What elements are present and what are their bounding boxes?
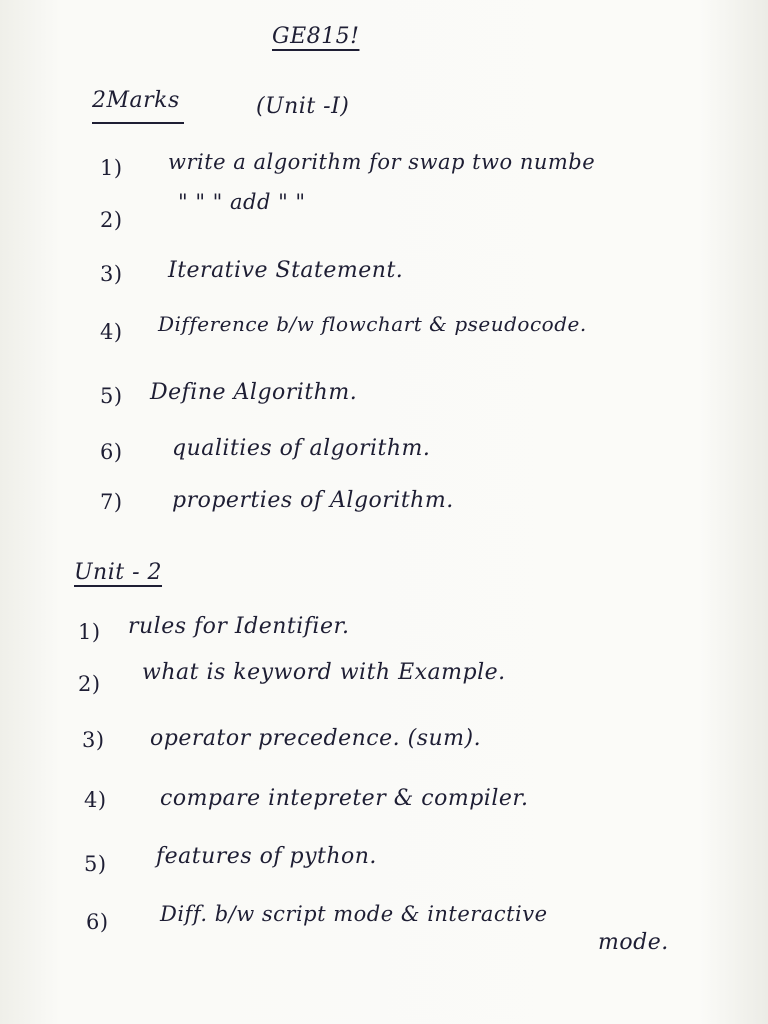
item-number: 5) xyxy=(84,852,107,876)
item-text: Diff. b/w script mode & interactive xyxy=(160,902,548,926)
item-number: 6) xyxy=(86,910,109,934)
item-number: 6) xyxy=(100,440,123,464)
item-text-continued: mode. xyxy=(598,930,669,955)
section1-title-underline xyxy=(92,122,184,124)
item-text: write a algorithm for swap two numbe xyxy=(168,150,596,174)
item-text: Difference b/w flowchart & pseudocode. xyxy=(158,312,587,336)
section1-subtitle: (Unit -I) xyxy=(256,94,350,119)
item-text: compare intepreter & compiler. xyxy=(160,786,529,811)
item-number: 2) xyxy=(78,672,101,696)
section2-title: Unit - 2 xyxy=(74,560,163,585)
section1-title: 2Marks xyxy=(92,88,180,113)
item-text: Iterative Statement. xyxy=(168,258,404,283)
item-number: 7) xyxy=(100,490,123,514)
item-text: what is keyword with Example. xyxy=(142,660,506,685)
item-number: 4) xyxy=(100,320,123,344)
item-number: 2) xyxy=(100,208,123,232)
item-number: 4) xyxy=(84,788,107,812)
item-number: 3) xyxy=(82,728,105,752)
item-text: rules for Identifier. xyxy=(128,614,350,639)
item-number: 5) xyxy=(100,384,123,408)
item-text: properties of Algorithm. xyxy=(172,488,454,513)
item-number: 1) xyxy=(100,156,123,180)
item-text: qualities of algorithm. xyxy=(172,436,431,461)
item-text: Define Algorithm. xyxy=(150,380,358,405)
page-header-code: GE815! xyxy=(272,24,360,49)
item-number: 1) xyxy=(78,620,101,644)
item-number: 3) xyxy=(100,262,123,286)
item-text: operator precedence. (sum). xyxy=(150,726,482,751)
item-text: features of python. xyxy=(156,844,377,869)
item-text: " " " add " " xyxy=(178,190,306,214)
